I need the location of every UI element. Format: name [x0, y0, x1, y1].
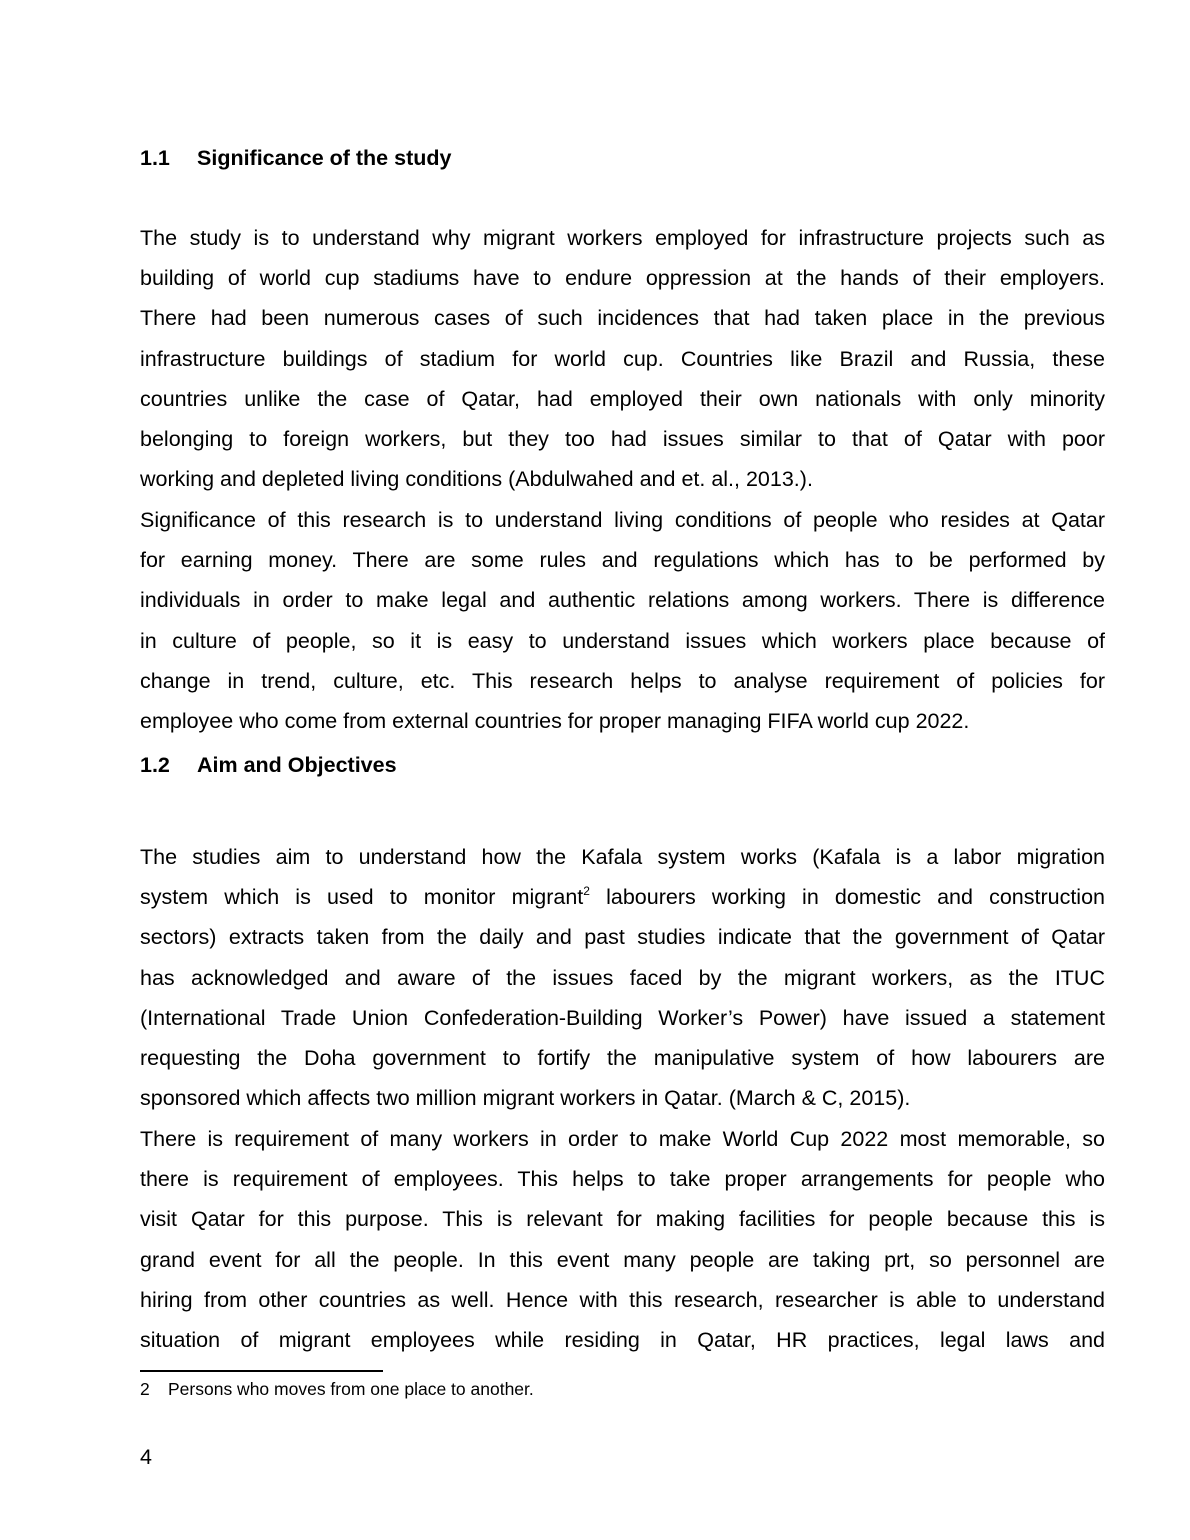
- text-line: has acknowledged and aware of the issues faced by the migrant workers, as the ITUC: [140, 965, 1105, 990]
- paragraph-significance-1: [140, 218, 1105, 499]
- text-line: building of world cup stadiums have to endure oppression at the hands of their employers.: [140, 266, 1105, 291]
- text-line: sectors) extracts taken from the daily and past studies indicate that the government of Qatar: [140, 925, 1105, 950]
- text-line: employee who come from external countries for proper managing FIFA world cup 2022.: [140, 708, 970, 733]
- text-line: for earning money. There are some rules and regulations which has to be performed by: [140, 548, 1105, 573]
- paragraph-significance-2: [140, 500, 1105, 741]
- footnote-separator: [140, 1370, 383, 1372]
- section-heading-1-2: [140, 752, 397, 778]
- text-line: there is requirement of employees. This helps to take proper arrangements for people who: [140, 1167, 1105, 1192]
- text-line: There had been numerous cases of such incidences that had taken place in the previous: [140, 306, 1105, 331]
- text-line: (International Trade Union Confederation-Building Worker’s Power) have issued a statement: [140, 1005, 1105, 1030]
- text-line: situation of migrant employees while residing in Qatar, HR practices, legal laws and: [140, 1327, 1105, 1352]
- text-span: labourers working in domestic and construction: [589, 885, 1105, 910]
- text-line: infrastructure buildings of stadium for world cup. Countries like Brazil and Russia, these: [140, 346, 1105, 371]
- section-number: 1.1: [140, 146, 170, 170]
- text-line-with-footnote-ref: [140, 877, 1105, 917]
- page-number: 4: [140, 1445, 152, 1469]
- paragraph-aims-1: [140, 837, 1105, 1118]
- text-line: There is requirement of many workers in order to make World Cup 2022 most memorable, so: [140, 1127, 1105, 1151]
- section-number: 1.2: [140, 753, 170, 777]
- text-line: requesting the Doha government to fortify the manipulative system of how labourers are: [140, 1045, 1105, 1070]
- section-heading-1-1: [140, 145, 451, 171]
- section-title: Aim and Objectives: [197, 753, 397, 777]
- text-line: countries unlike the case of Qatar, had employed their own nationals with only minority: [140, 386, 1105, 411]
- text-span: system which is used to monitor migrant: [140, 885, 584, 910]
- text-line: in culture of people, so it is easy to understand issues which workers place because of: [140, 628, 1105, 653]
- footnote: [140, 1378, 534, 1400]
- paragraph-aims-2: [140, 1119, 1105, 1360]
- text-line: hiring from other countries as well. Hence with this research, researcher is able to understand: [140, 1287, 1105, 1312]
- text-line: working and depleted living conditions (Abdulwahed and et. al., 2013.).: [140, 467, 813, 492]
- footnote-text: Persons who moves from one place to another.: [168, 1379, 534, 1399]
- text-line: individuals in order to make legal and authentic relations among workers. There is difference: [140, 588, 1105, 613]
- text-line: grand event for all the people. In this event many people are taking prt, so personnel are: [140, 1247, 1105, 1272]
- section-title: Significance of the study: [197, 146, 452, 170]
- footnote-number: 2: [140, 1379, 150, 1399]
- text-line: visit Qatar for this purpose. This is relevant for making facilities for people because this is: [140, 1207, 1105, 1232]
- text-line: sponsored which affects two million migrant workers in Qatar. (March & C, 2015).: [140, 1086, 911, 1111]
- text-line: Significance of this research is to understand living conditions of people who resides at Qatar: [140, 508, 1105, 532]
- footnote-reference[interactable]: 2: [583, 884, 590, 899]
- text-line: The studies aim to understand how the Kafala system works (Kafala is a labor migration: [140, 845, 1105, 869]
- text-line: belonging to foreign workers, but they too had issues similar to that of Qatar with poor: [140, 426, 1105, 451]
- text-line: The study is to understand why migrant workers employed for infrastructure projects such as: [140, 226, 1105, 250]
- text-line: change in trend, culture, etc. This research helps to analyse requirement of policies for: [140, 668, 1105, 693]
